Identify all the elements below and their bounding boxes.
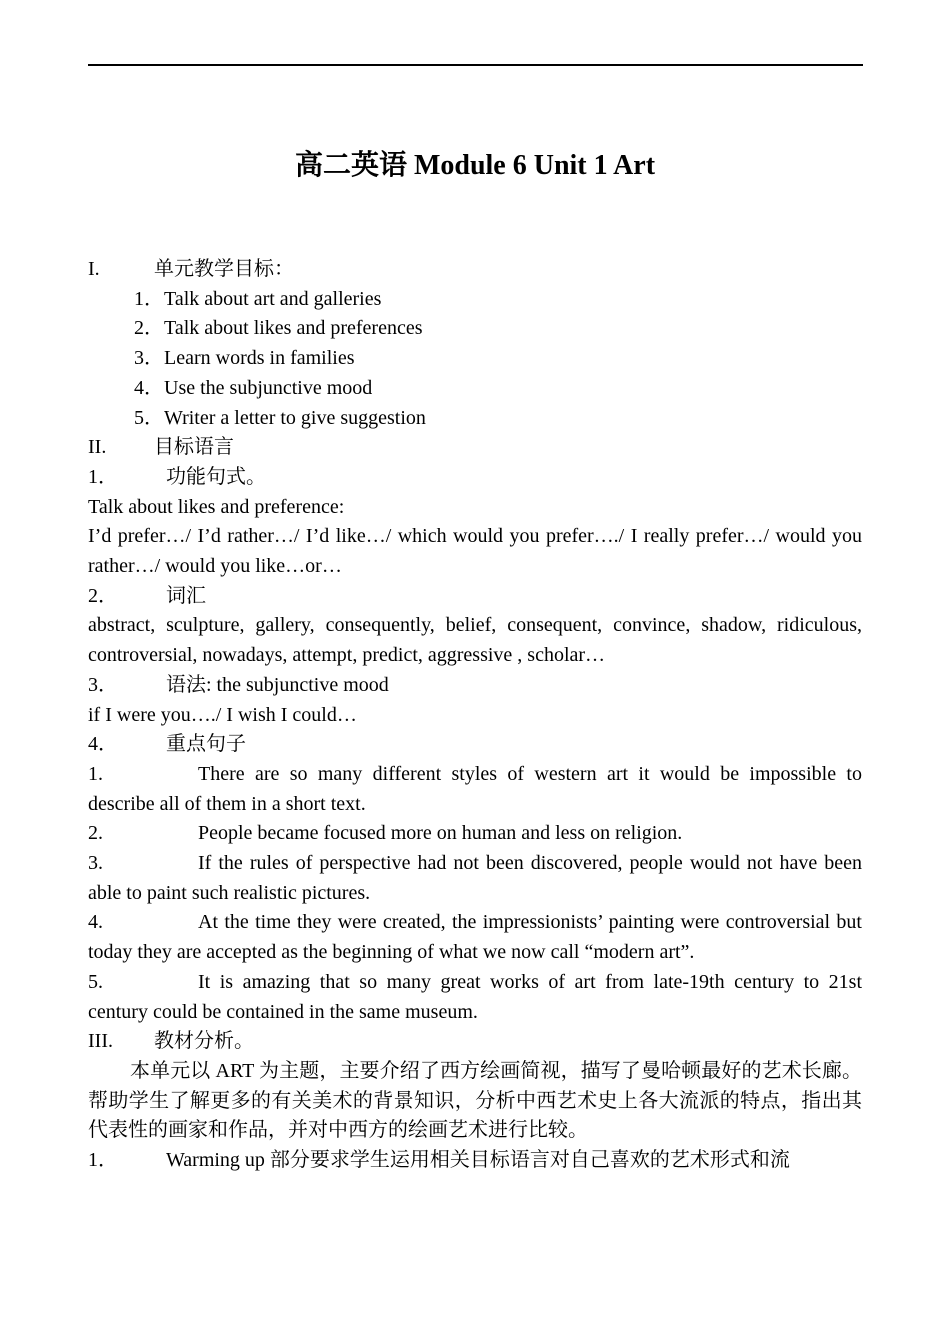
key-sentence (88, 968, 862, 1027)
list-text: Talk about likes and preferences (164, 317, 423, 340)
list-number: 2. (88, 822, 103, 845)
objective-item (88, 285, 862, 315)
warmup-item (88, 1146, 862, 1176)
list-number: 4. (88, 911, 103, 934)
section-heading-analysis (88, 1027, 862, 1057)
objective-item (88, 344, 862, 374)
objective-item (88, 374, 862, 404)
section-number: III. (88, 1030, 113, 1053)
key-sentence (88, 819, 862, 849)
list-number: 3． (134, 347, 164, 370)
subsection-heading (88, 582, 862, 612)
subsection-title: 功能句式。 (166, 465, 266, 488)
list-text: It is amazing that so many great works of art from late-19th century to 21st century could be contained in the same museum. (88, 970, 862, 1023)
section-number: II. (88, 436, 107, 459)
list-text: Talk about art and galleries (164, 287, 382, 310)
subsection-title: 词汇 (166, 584, 206, 607)
list-number: 1． (134, 287, 164, 310)
key-sentence (88, 849, 862, 908)
header-rule (88, 64, 863, 66)
section-title: 单元教学目标： (154, 258, 294, 280)
paragraph: I’d prefer…/ I’d rather…/ I’d like…/ which would you prefer…./ I really prefer…/ would you rather…/ would you like…or… (88, 525, 862, 578)
list-number: 5. (88, 970, 103, 993)
subsection-number: 1． (88, 465, 118, 488)
subsection-number: 4． (88, 733, 118, 756)
subsection-heading (88, 463, 862, 493)
subsection-heading (88, 671, 862, 701)
list-text: Writer a letter to give suggestion (164, 406, 426, 429)
list-text: At the time they were created, the impressionists’ painting were controversial but today they are accepted as the beginning of what we now call “modern art”. (88, 911, 862, 964)
section-number: I. (88, 258, 100, 280)
document-title: 高二英语 Module 6 Unit 1 Art (294, 150, 656, 181)
list-text: People became focused more on human and less on religion. (198, 822, 683, 845)
list-number: 1． (88, 1149, 118, 1172)
document-body (88, 255, 862, 1176)
objective-item (88, 404, 862, 434)
list-number: 1. (88, 762, 103, 785)
list-number: 3. (88, 852, 103, 875)
vocabulary-list: abstract, sculpture, gallery, consequently, belief, consequent, convince, shadow, ridiculous, controversial, nowadays, attempt, predict, aggressive , scholar… (88, 614, 862, 667)
section-heading-target-language (88, 433, 862, 463)
analysis-paragraph: 本单元以 ART 为主题，主要介绍了西方绘画简视，描写了曼哈顿最好的艺术长廊。帮助学生了解更多的有关美术的背景知识，分析中西艺术史上各大流派的特点，指出其代表性的画家和作品，并对中西方的绘画艺术进行比较。 (88, 1059, 862, 1142)
subsection-title: 重点句子 (166, 733, 246, 756)
list-text: Learn words in families (164, 347, 355, 370)
objective-item (88, 314, 862, 344)
list-text: There are so many different styles of western art it would be impossible to describe all of them in a short text. (88, 762, 862, 815)
section-title: 目标语言 (154, 436, 234, 459)
subsection-number: 3． (88, 673, 118, 696)
list-text: Warming up 部分要求学生运用相关目标语言对自己喜欢的艺术形式和流 (166, 1149, 790, 1172)
subsection-number: 2． (88, 584, 118, 607)
list-number: 2． (134, 317, 164, 340)
list-text: If the rules of perspective had not been discovered, people would not have been able to paint such realistic pictures. (88, 852, 862, 904)
section-heading-objectives (88, 255, 862, 285)
subsection-title: 语法: the subjunctive mood (166, 673, 389, 696)
list-text: Use the subjunctive mood (164, 376, 373, 399)
subsection-heading (88, 730, 862, 760)
paragraph: if I were you…./ I wish I could… (88, 703, 357, 726)
key-sentence (88, 908, 862, 967)
list-number: 4． (134, 376, 164, 399)
section-title: 教材分析。 (154, 1030, 254, 1053)
key-sentence (88, 760, 862, 819)
paragraph: Talk about likes and preference: (88, 495, 345, 518)
list-number: 5． (134, 406, 164, 429)
